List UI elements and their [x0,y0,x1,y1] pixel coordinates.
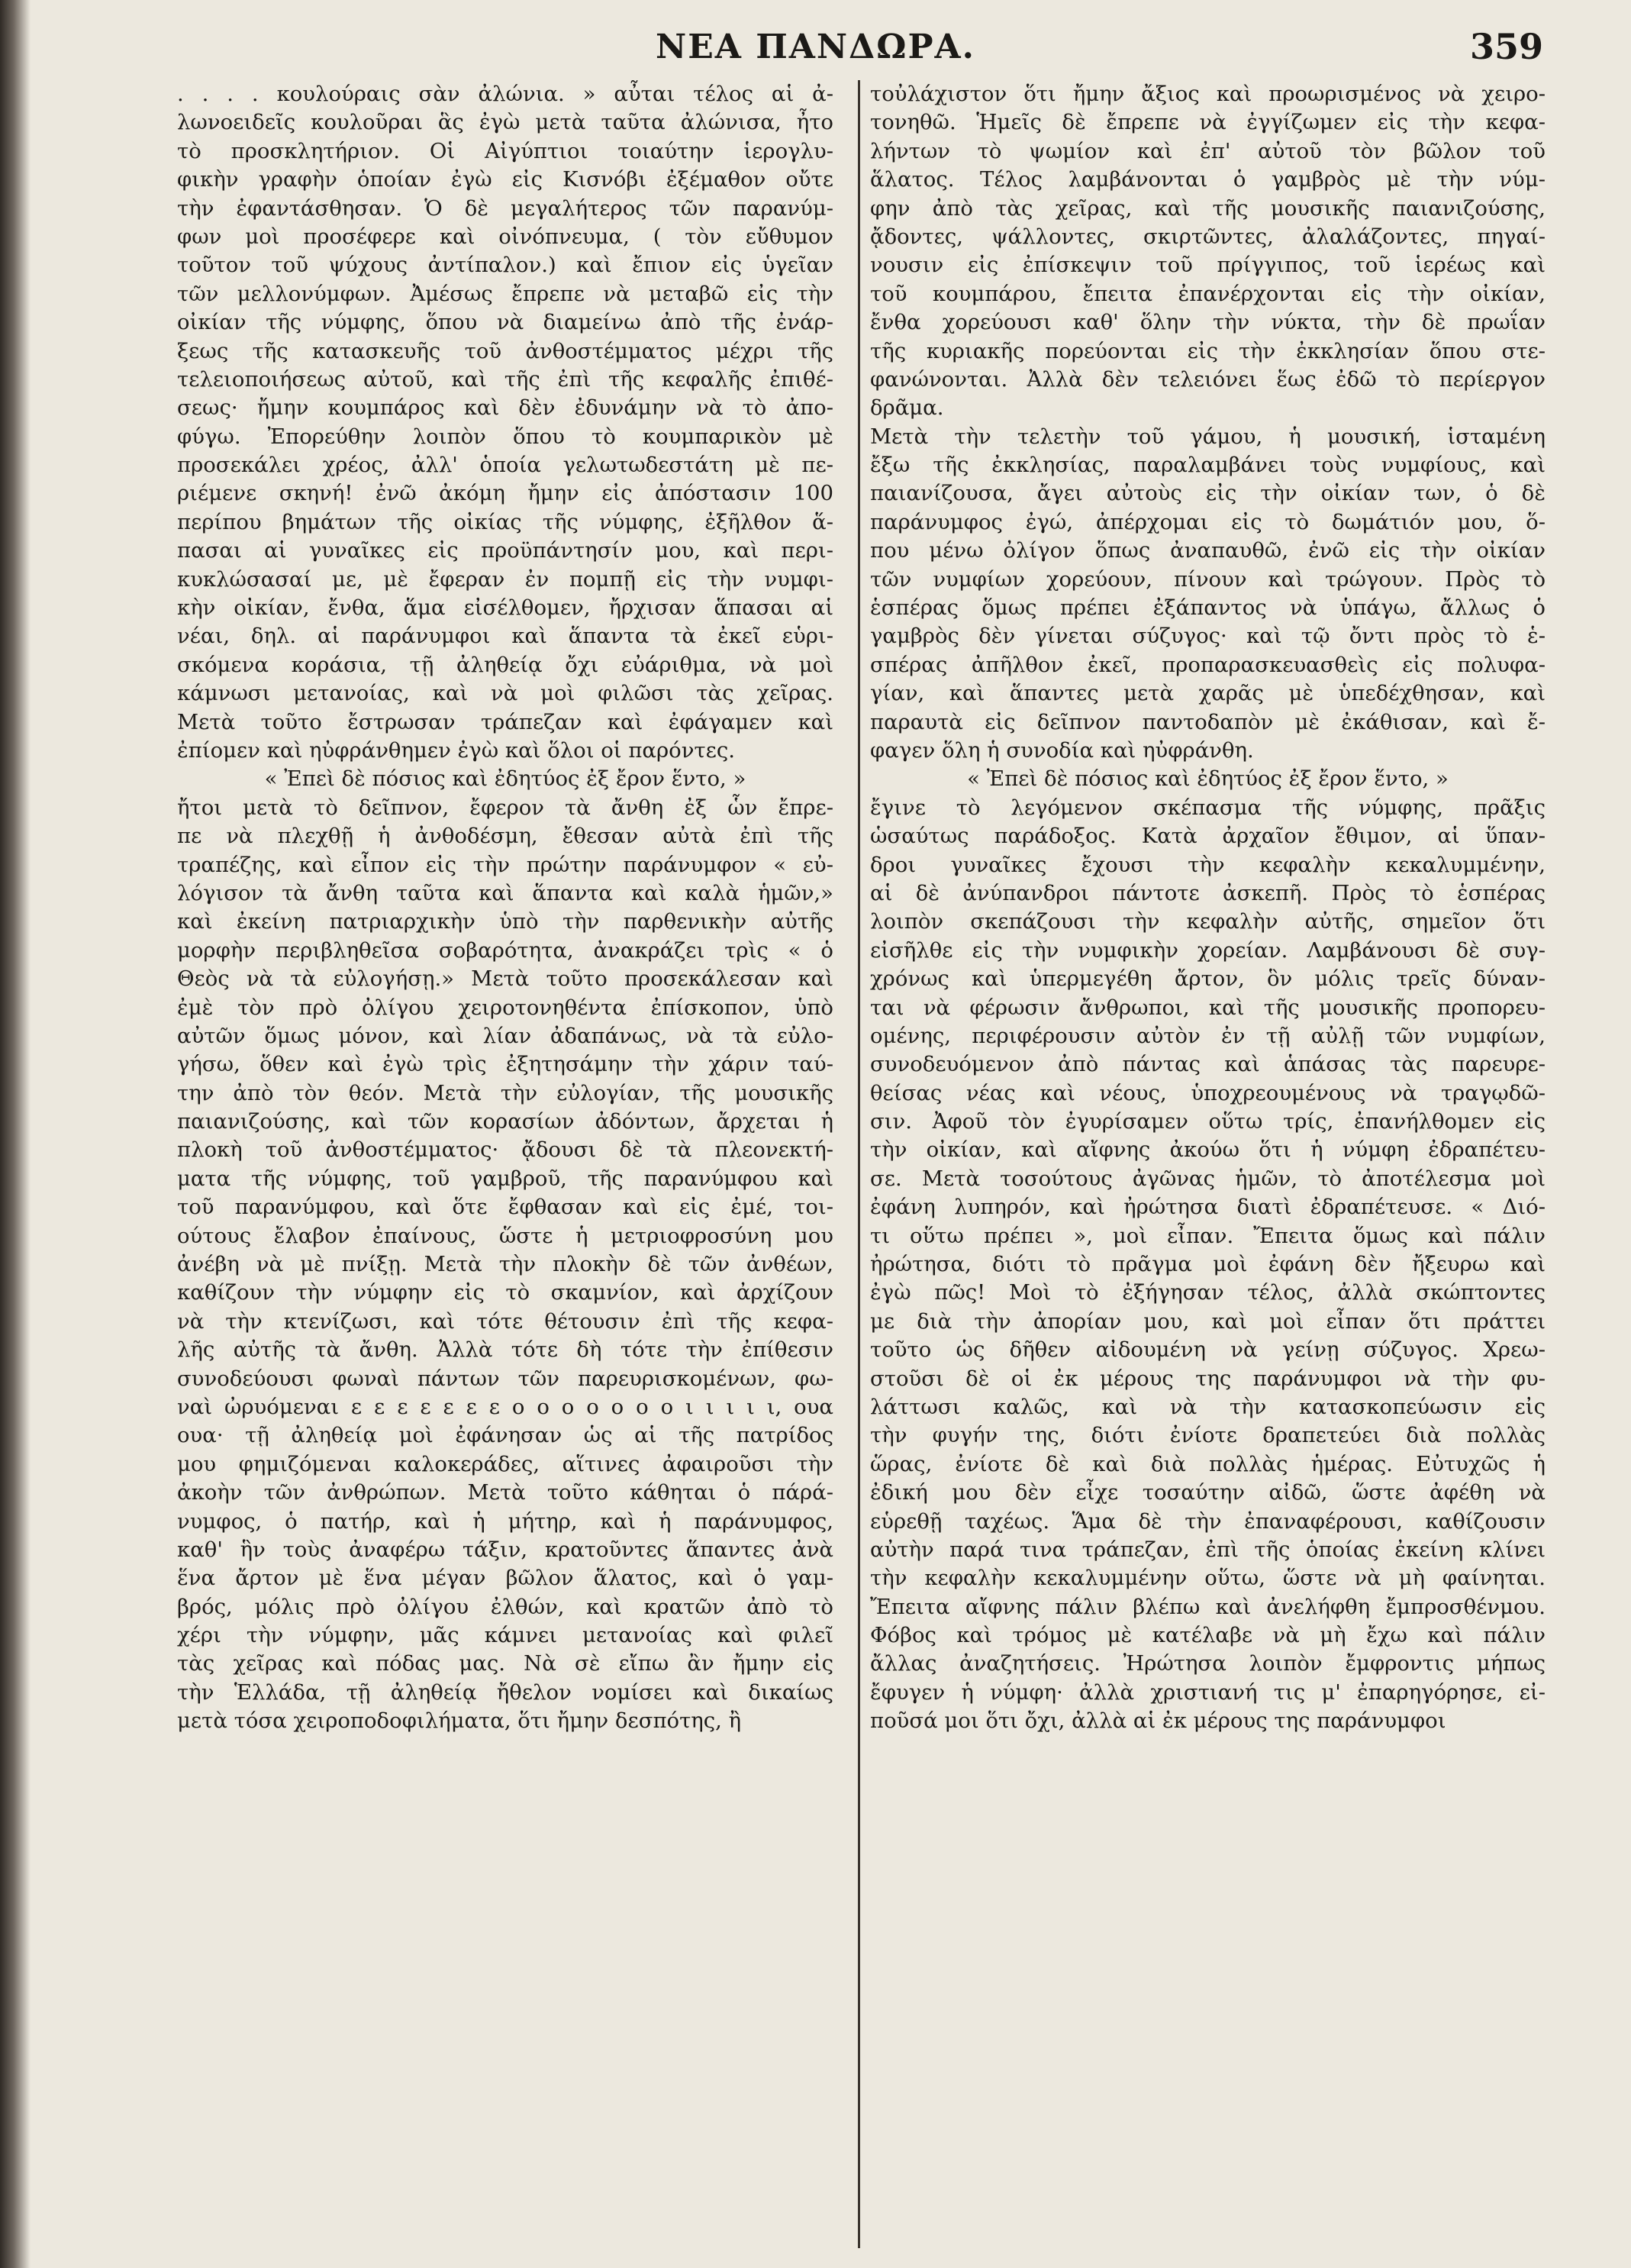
text-line: ναὶ ὠρυόμεναι ε ε ε ε ε ε ε ο ο ο ο ο ο ο ι ι ι ι ι, ουα [177,1394,833,1419]
text-line: ἐμὲ τὸν πρὸ ὀλίγου χειροτονηθέντα ἐπίσκοπον, ὑπὸ [177,995,833,1020]
text-line: ἔξω τῆς ἐκκλησίας, παραλαμβάνει τοὺς νυμφίους, καὶ [870,453,1546,478]
text-line: Ἔπειτα αἴφνης πάλιν βλέπω καὶ ἀνελήφθη ἔμπροσθένμου. [870,1594,1546,1619]
text-line: ἤτοι μετὰ τὸ δεῖπνον, ἔφερον τὰ ἄνθη ἐξ ὧν ἔπρε- [177,795,833,820]
text-line: σκόμενα κοράσια, τῇ ἀληθείᾳ ὄχι εὐάριθμα, νὰ μοὶ [177,652,833,677]
text-line: τοῦ κουμπάρου, ἔπειτα ἐπανέρχονται εἰς τὴν οἰκίαν, [870,281,1546,306]
text-line: μορφὴν περιβληθεῖσα σοβαρότητα, ἀνακράζει τρὶς « ὁ [177,937,833,963]
text-line: μου φημιζόμεναι καλοκεράδες, αἵτινες ἀφαιροῦσι τὴν [177,1451,833,1476]
text-line: χέρι τὴν νύμφην, μᾶς κάμνει μετανοίας καὶ φιλεῖ [177,1623,833,1648]
text-line: σπέρας ἀπῆλθον ἐκεῖ, προπαρασκευασθεὶς εἰς πολυφα- [870,652,1546,677]
text-line: καθίζουν τὴν νύμφην εἰς τὸ σκαμνίον, καὶ ἀρχίζουν [177,1280,833,1305]
text-line: ουα· τῇ ἀληθείᾳ μοὶ ἐφάνησαν ὡς αἱ τῆς πατρίδος [177,1423,833,1448]
text-line: τὴν Ἑλλάδα, τῇ ἀληθείᾳ ἤθελον νομίσει καὶ δικαίως [177,1679,833,1705]
column-divider [858,80,860,2248]
text-line: ἔφυγεν ἡ νύμφη· ἀλλὰ χριστιανή τις μ' ἐπαρηγόρησε, εἰ- [870,1679,1546,1705]
text-line: γήσω, ὅθεν καὶ ἐγὼ τρὶς ἐξητησάμην τὴν χάριν ταύ- [177,1052,833,1077]
text-line: ὡσαύτως παράδοξος. Κατὰ ἀρχαῖον ἔθιμον, αἱ ὕπαν- [870,824,1546,849]
text-line: ἄλλας ἀναζητήσεις. Ἠρώτησα λοιπὸν ἔμφροντις μήπως [870,1651,1546,1676]
right-column [870,80,1546,1736]
text-line: κὴν οἰκίαν, ἔνθα, ἅμα εἰσέλθομεν, ἤρχισαν ἅπασαι αἱ [177,595,833,621]
text-line: με διὰ τὴν ἀπορίαν μου, καὶ μοὶ εἶπαν ὅτι πράττει [870,1308,1546,1334]
text-line: εἰσῆλθε εἰς τὴν νυμφικὴν χορείαν. Λαμβάνουσι δὲ συγ- [870,937,1546,963]
text-line: . . . . κουλούραις σὰν ἀλώνια. » αὖται τέλος αἱ ἀ- [177,82,833,106]
text-line: νουσιν εἰς ἐπίσκεψιν τοῦ πρίγγιπος, τοῦ ἱερέως καὶ [870,253,1546,278]
text-line: τῶν μελλονύμφων. Ἀμέσως ἔπρεπε νὰ μεταβῶ εἰς τὴν [177,281,833,306]
text-line: οἰκίαν τῆς νύμφης, ὅπου νὰ διαμείνω ἀπὸ τῆς ἐνάρ- [177,310,833,335]
text-line: Θεὸς νὰ τὰ εὐλογήσῃ.» Μετὰ τοῦτο προσεκάλεσαν καὶ [177,966,833,992]
text-line: αὐτῶν ὅμως μόνον, καὶ λίαν ἀδαπάνως, νὰ τὰ εὐλο- [177,1023,833,1048]
text-line: καθ' ἣν τοὺς ἀναφέρω τάξιν, κρατοῦντες ἅπαντες ἀνὰ [177,1537,833,1562]
text-line: σε. Μετὰ τοσούτους ἀγῶνας ἡμῶν, τὸ ἀποτέλεσμα μοὶ [870,1166,1546,1191]
text-line: τῶν νυμφίων χορεύουν, πίνουν καὶ τρώγουν. Πρὸς τὸ [870,566,1546,592]
text-line: ἔγινε τὸ λεγόμενον σκέπασμα τῆς νύμφης, πρᾶξις [870,795,1546,820]
text-line: λόγισον τὰ ἄνθη ταῦτα καὶ ἅπαντα καὶ καλὰ ἡμῶν,» [177,880,833,905]
text-line: θείσας νέας καὶ νέους, ὑποχρεουμένους νὰ τραγῳδῶ- [870,1080,1546,1105]
text-line: πλοκὴ τοῦ ἀνθοστέμματος· ᾄδουσι δὲ τὰ πλεονεκτή- [177,1137,833,1163]
text-line: λοιπὸν σκεπάζουσι τὴν κεφαλὴν αὐτῆς, σημεῖον ὅτι [870,909,1546,934]
text-line: Μετὰ τοῦτο ἔστρωσαν τράπεζαν καὶ ἐφάγαμεν καὶ [177,709,833,734]
text-line: τι οὕτω πρέπει », μοὶ εἶπαν. Ἔπειτα ὅμως καὶ πάλιν [870,1223,1546,1248]
text-line: προσεκάλει χρέος, ἀλλ' ὁποία γελωτωδεστάτη μὲ πε- [177,453,833,478]
text-line: τῆς κυριακῆς πορεύονται εἰς τὴν ἐκκλησίαν ὅπου στε- [870,338,1546,363]
text-line: ματα τῆς νύμφης, τοῦ γαμβροῦ, τῆς παρανύμφου καὶ [177,1166,833,1191]
text-line: χρόνως καὶ ὑπερμεγέθη ἄρτον, ὃν μόλις τρεῖς δύναν- [870,966,1546,992]
text-line: γαμβρὸς δὲν γίνεται σύζυγος· καὶ τῷ ὄντι πρὸς τὸ ἑ- [870,624,1546,649]
text-line: ομένης, περιφέρουσιν αὐτὸν ἐν τῇ αὐλῇ τῶν νυμφίων, [870,1023,1546,1048]
text-line: τὴν κεφαλὴν κεκαλυμμένην οὕτω, ὥστε νὰ μὴ φαίνηται. [870,1566,1546,1591]
text-line: λάττωσι καλῶς, καὶ νὰ τὴν κατασκοπεύωσιν εἰς [870,1394,1546,1419]
text-line: τὴν οἰκίαν, καὶ αἴφνης ἀκούω ὅτι ἡ νύμφη ἐδραπέτευ- [870,1137,1546,1163]
text-line: σεως· ἤμην κουμπάρος καὶ δὲν ἐδυνάμην νὰ τὸ ἀπο- [177,395,833,421]
text-line: Μετὰ τὴν τελετὴν τοῦ γάμου, ἡ μουσική, ἱσταμένη [870,424,1546,449]
text-line: παιανίζουσα, ἄγει αὐτοὺς εἰς τὴν οἰκίαν των, ὁ δὲ [870,481,1546,506]
text-line: ται νὰ φέρωσιν ἄνθρωποι, καὶ τῆς μουσικῆς προπορευ- [870,995,1546,1020]
text-line: ἀκοὴν τῶν ἀνθρώπων. Μετὰ τοῦτο κάθηται ὁ πάρά- [177,1480,833,1505]
text-line: νὰ τὴν κτενίζωσι, καὶ τότε θέτουσιν ἐπὶ τῆς κεφα- [177,1308,833,1334]
text-line: κυκλώσασαί με, μὲ ἔφεραν ἐν πομπῇ εἰς τὴν νυμφι- [177,566,833,592]
text-line: που μένω ὀλίγον ὅπως ἀναπαυθῶ, ἐνῶ εἰς τὴν οἰκίαν [870,538,1546,563]
text-line: ἅλατος. Τέλος λαμβάνονται ὁ γαμβρὸς μὲ τὴν νύμ- [870,167,1546,192]
text-line: τὴν φυγήν της, διότι ἐνίοτε δραπετεύει διὰ πολλὰς [870,1423,1546,1448]
left-column [177,80,833,1736]
text-line: ἐγὼ πῶς! Μοὶ τὸ ἐξήγησαν τέλος, ἀλλὰ σκώπτοντες [870,1280,1546,1305]
text-line: φων μοὶ προσέφερε καὶ οἰνόπνευμα, ( τὸν εὔθυμον [177,224,833,249]
text-line: λῆς αὐτῆς τὰ ἄνθη. Ἀλλὰ τότε δὴ τότε τὴν ἐπίθεσιν [177,1337,833,1363]
page-gutter-shadow [0,0,31,2268]
text-line: κάμνωσι μετανοίας, καὶ νὰ μοὶ φιλῶσι τὰς χεῖρας. [177,681,833,706]
page-header [0,21,1631,75]
text-line: γίαν, καὶ ἅπαντες μετὰ χαρᾶς μὲ ὑπεδέχθησαν, καὶ [870,681,1546,706]
text-line: Φόβος καὶ τρόμος μὲ κατέλαβε νὰ μὴ ἔχω καὶ πάλιν [870,1623,1546,1648]
text-line: αὐτὴν παρά τινα τράπεζαν, ἐπὶ τῆς ὁποίας ἐκείνη κλίνει [870,1537,1546,1562]
text-line: « Ἐπεὶ δὲ πόσιος καὶ ἐδητύος ἐξ ἔρον ἕντο, » [967,766,1449,792]
text-line: ξεως τῆς κατασκευῆς τοῦ ἀνθοστέμματος μέχρι τῆς [177,338,833,363]
text-line: φικὴν γραφὴν ὁποίαν ἐγὼ εἰς Κισνόβι ἐξέμαθον οὔτε [177,167,833,192]
text-line: εὑρεθῇ ταχέως. Ἅμα δὲ τὴν ἐπαναφέρουσι, καθίζουσιν [870,1508,1546,1534]
text-line: « Ἐπεὶ δὲ πόσιος καὶ ἐδητύος ἐξ ἔρον ἕντο, » [264,766,746,792]
text-line: ἕνα ἄρτον μὲ ἕνα μέγαν βῶλον ἅλατος, καὶ ὁ γαμ- [177,1566,833,1591]
text-line: τὰς χεῖρας καὶ πόδας μας. Νὰ σὲ εἴπω ἂν ἤμην εἰς [177,1651,833,1676]
text-line: τραπέζης, καὶ εἶπον εἰς τὴν πρώτην παράνυμφον « εὐ- [177,852,833,877]
text-line: βρός, μόλις πρὸ ὀλίγου ἐλθών, καὶ κρατῶν ἀπὸ τὸ [177,1594,833,1619]
text-line: πε νὰ πλεχθῇ ἡ ἀνθοδέσμη, ἔθεσαν αὐτὰ ἐπὶ τῆς [177,824,833,849]
text-line: τοῦ παρανύμφου, καὶ ὅτε ἔφθασαν καὶ εἰς ἐμέ, τοι- [177,1195,833,1220]
text-line: νυμφος, ὁ πατήρ, καὶ ἡ μήτηρ, καὶ ἡ παράνυμφος, [177,1508,833,1534]
journal-title: ΝΕΑ ΠΑΝΔΩΡΑ. [656,27,975,66]
text-line: δρᾶμα. [870,395,944,421]
text-line: συνοδεύουσι φωναὶ πάντων τῶν παρευρισκομένων, φω- [177,1366,833,1391]
text-line: στοῦσι δὲ οἱ ἐκ μέρους της παράνυμφοι νὰ τὴν φυ- [870,1366,1546,1391]
text-line: τοῦτον τοῦ ψύχους ἀντίπαλον.) καὶ ἔπιον εἰς ὑγεῖαν [177,253,833,278]
text-line: τονηθῶ. Ἡμεῖς δὲ ἔπρεπε νὰ ἐγγίζωμεν εἰς τὴν κεφα- [870,110,1546,135]
text-line: παραυτὰ εἰς δεῖπνον παντοδαπὸν μὲ ἐκάθισαν, καὶ ἔ- [870,709,1546,734]
text-line: τοῦτο ὡς δῆθεν αἰδουμένη νὰ γείνῃ σύζυγος. Χρεω- [870,1337,1546,1363]
text-line: μετὰ τόσα χειροποδοφιλήματα, ὅτι ἤμην δεσπότης, ἢ [177,1708,742,1734]
text-line: ᾄδοντες, ψάλλοντες, σκιρτῶντες, ἀλαλάζοντες, πηγαί- [870,224,1546,249]
text-line: ἐπίομεν καὶ ηὐφράνθημεν ἐγὼ καὶ ὅλοι οἱ παρόντες. [177,737,736,763]
text-line: ὥρας, ἐνίοτε δὲ καὶ διὰ πολλὰς ἡμέρας. Εὐτυχῶς ἡ [870,1451,1546,1476]
text-line: συνοδευόμενον ἀπὸ πάντας καὶ ἁπάσας τὰς παρευρε- [870,1052,1546,1077]
text-line: φανώνονται. Ἀλλὰ δὲν τελειόνει ἕως ἐδῶ τὸ περίεργον [870,366,1546,392]
text-line: φην ἀπὸ τὰς χεῖρας, καὶ τῆς μουσικῆς παιανιζούσης, [870,195,1546,221]
text-line: τὸ προσκλητήριον. Οἱ Αἰγύπτιοι τοιαύτην ἱερογλυ- [177,138,833,163]
page-number: 359 [1469,26,1543,67]
text-line: παιανιζούσης, καὶ τῶν κορασίων ἀδόντων, ἄρχεται ἡ [177,1109,833,1134]
text-line: ἐδική μου δὲν εἶχε τοσαύτην αἰδῶ, ὥστε ἀφέθη νὰ [870,1480,1546,1505]
text-line: ποῦσά μοι ὅτι ὄχι, ἀλλὰ αἱ ἐκ μέρους της παράνυμφοι [870,1708,1446,1734]
text-line: ἔνθα χορεύουσι καθ' ὅλην τὴν νύκτα, τὴν δὲ πρωΐαν [870,310,1546,335]
text-line: τοὐλάχιστον ὅτι ἤμην ἄξιος καὶ προωρισμένος νὰ χειρο- [870,82,1546,106]
text-line: αἱ δὲ ἀνύπανδροι πάντοτε ἀσκεπῆ. Πρὸς τὸ ἑσπέρας [870,880,1546,905]
text-line: ριέμενε σκηνή! ἐνῶ ἀκόμη ἤμην εἰς ἀπόστασιν 100 [177,481,833,506]
text-line: καὶ ἐκείνη πατριαρχικὴν ὑπὸ τὴν παρθενικὴν αὐτῆς [177,909,833,934]
text-line: λήντων τὸ ψωμίον καὶ ἐπ' αὐτοῦ τὸν βῶλον τοῦ [870,138,1546,163]
text-line: ούτους ἔλαβον ἐπαίνους, ὥστε ἡ μετριοφροσύνη μου [177,1223,833,1248]
text-line: δροι γυναῖκες ἔχουσι τὴν κεφαλὴν κεκαλυμμένην, [870,852,1546,877]
text-line: λωνοειδεῖς κουλοῦραι ἃς ἐγὼ μετὰ ταῦτα ἀλώνισα, ἦτο [177,110,833,135]
text-line: νέαι, δηλ. αἱ παράνυμφοι καὶ ἅπαντα τὰ ἐκεῖ εὑρι- [177,624,833,649]
text-line: περίπου βημάτων τῆς οἰκίας τῆς νύμφης, ἐξῆλθον ἅ- [177,509,833,534]
text-line: ἠρώτησα, διότι τὸ πρᾶγμα μοὶ ἐφάνη δὲν ἤξευρω καὶ [870,1252,1546,1277]
text-line: σιν. Ἀφοῦ τὸν ἐγυρίσαμεν οὕτω τρίς, ἐπανήλθομεν εἰς [870,1109,1546,1134]
text-line: πασαι αἱ γυναῖκες εἰς προϋπάντησίν μου, καὶ περι- [177,538,833,563]
text-line: ἐφάνη λυπηρόν, καὶ ἠρώτησα διατὶ ἐδραπέτευσε. « Διό- [870,1195,1546,1220]
text-line: παράνυμφος ἐγώ, ἀπέρχομαι εἰς τὸ δωμάτιόν μου, ὅ- [870,509,1546,534]
text-line: την ἀπὸ τὸν θεόν. Μετὰ τὴν εὐλογίαν, τῆς μουσικῆς [177,1080,833,1105]
text-line: φύγω. Ἐπορεύθην λοιπὸν ὅπου τὸ κουμπαρικὸν μὲ [177,424,833,449]
text-line: τελειοποιήσεως αὐτοῦ, καὶ τῆς ἐπὶ τῆς κεφαλῆς ἐπιθέ- [177,366,833,392]
text-line: τὴν ἐφαντάσθησαν. Ὁ δὲ μεγαλήτερος τῶν παρανύμ- [177,195,833,221]
text-line: ἀνέβη νὰ μὲ πνίξῃ. Μετὰ τὴν πλοκὴν δὲ τῶν ἀνθέων, [177,1252,833,1277]
text-line: φαγεν ὅλη ἡ συνοδία καὶ ηὐφράνθη. [870,737,1254,763]
text-line: ἑσπέρας ὅμως πρέπει ἐξάπαντος νὰ ὑπάγω, ἄλλως ὁ [870,595,1546,621]
